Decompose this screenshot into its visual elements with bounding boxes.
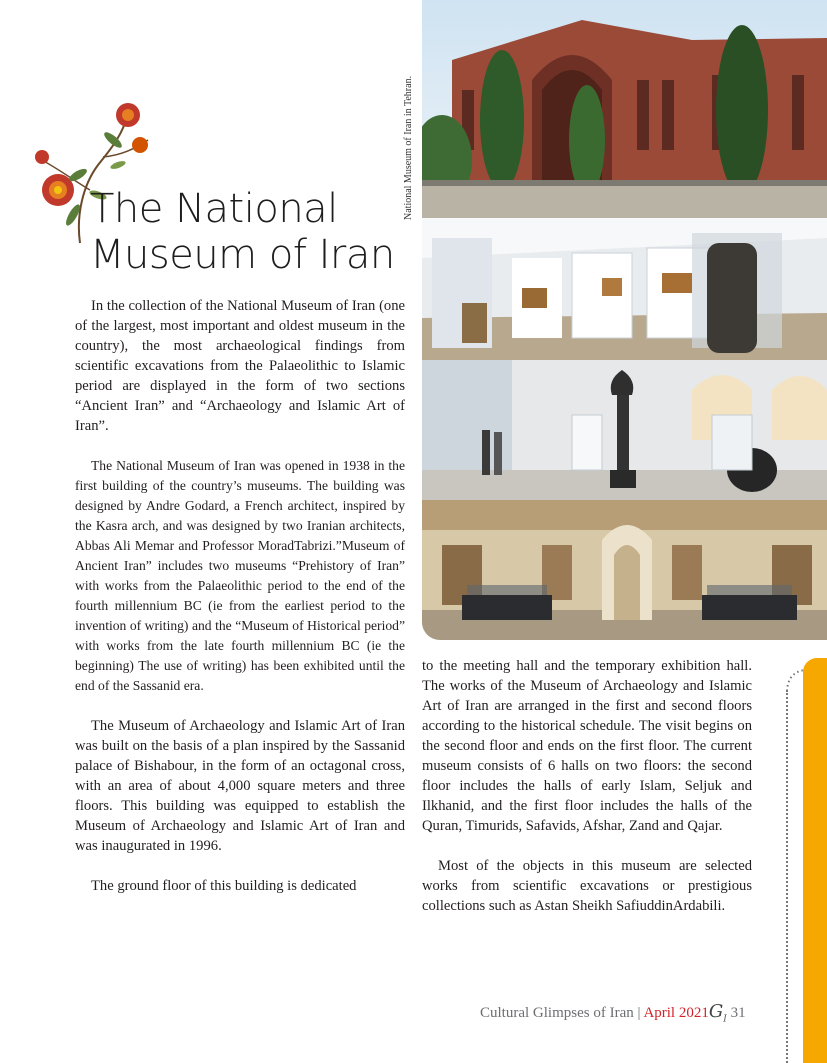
title-line-2: Museum of Iran bbox=[90, 232, 395, 278]
photo-collage bbox=[422, 0, 827, 640]
issue-date: April 2021 bbox=[643, 1005, 709, 1021]
paragraph: The ground floor of this building is dedicated bbox=[91, 878, 357, 894]
footer-separator: | bbox=[637, 1005, 641, 1021]
paragraph: In the collection of the National Museum of Iran (one of the largest, most important and oldest museum in the country), the most archaeological findings from scientific excavations from the Palaeolithic to Islamic period are displayed in the form of two sections “Ancient Iran” and “Archaeology and Islamic Art of Iran”. bbox=[75, 298, 405, 434]
magazine-logo-icon: $G_I$ bbox=[708, 1001, 727, 1025]
page-footer bbox=[480, 1001, 780, 1025]
magazine-name: Cultural Glimpses of Iran bbox=[480, 1005, 634, 1021]
dotted-guide-line bbox=[786, 690, 788, 1063]
title-line-1: The National bbox=[90, 186, 338, 232]
left-text-column bbox=[75, 296, 405, 896]
statue-hall-photo bbox=[422, 360, 827, 500]
page-number: 31 bbox=[730, 1005, 746, 1021]
photo-caption: National Museum of Iran in Tehran. bbox=[403, 75, 414, 220]
paragraph: to the meeting hall and the temporary exhibition hall. The works of the Museum of Archaeology and Islamic Art of Iran are arranged in the first and second floors according to the historical schedule. The visit begins on the second floor and ends on the first floor. The current museum consists of 6 halls on two floors: the second floor includes the halls of early Islam, Seljuk and Ilkhanid, and the first floor includes the halls of the Quran, Timurids, Safavids, Afshar, Zand and Qajar. bbox=[422, 658, 752, 834]
article-title bbox=[90, 186, 410, 278]
right-text-column bbox=[422, 656, 752, 916]
paragraph: Most of the objects in this museum are selected works from scientific excavations or prestigious collections such as Astan Sheikh SafiuddinArdabili. bbox=[422, 858, 752, 914]
museum-exterior-photo bbox=[422, 0, 827, 218]
paragraph: The Museum of Archaeology and Islamic Art of Iran was built on the basis of a plan inspired by the Sassanid palace of Bishabour, in the form of an octagonal cross, with an area of about 4,000 square meters and three floors. This building was equipped to establish the Museum of Archaeology and Islamic Art of Iran and was inaugurated in 1996. bbox=[75, 718, 405, 854]
paragraph: The National Museum of Iran was opened in 1938 in the first building of the country’s museums. The building was designed by Andre Godard, a French architect, inspired by the Kasra arch, and was designed by two Iranian architects, Abbas Ali Memar and Professor MoradTabrizi.”Museum of Ancient Iran” includes two museums “Prehistory of Iran” with works from the Palaeolithic period to the end of the fourth millennium BC (ie from the earliest period to the invention of writing) and the “Museum of Historical period” with works from the late fourth millennium BC (ie the beginning) The use of writing) has been exhibited until the end of the Sassanid era. bbox=[75, 458, 405, 693]
accent-side-tab bbox=[803, 658, 827, 1063]
islamic-art-hall-photo bbox=[422, 500, 827, 640]
gallery-interior-photo bbox=[422, 218, 827, 360]
dotted-curve-decoration bbox=[786, 668, 806, 692]
